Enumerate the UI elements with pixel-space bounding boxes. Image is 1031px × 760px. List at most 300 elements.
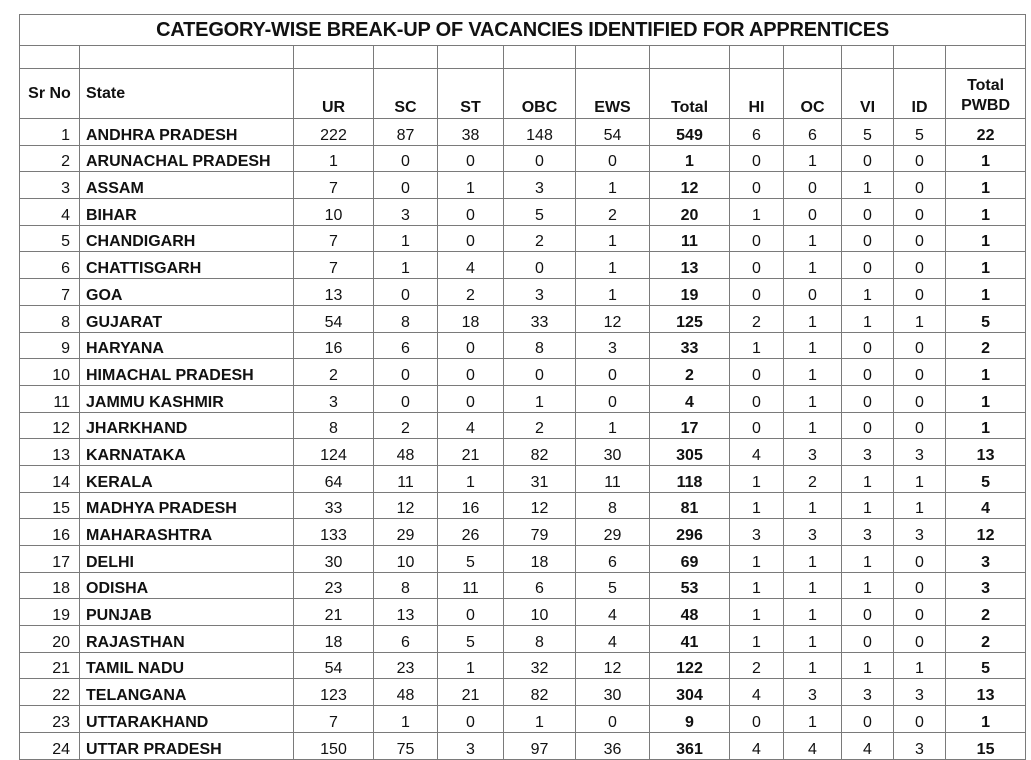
cell-sc: 8 xyxy=(374,572,438,599)
cell-ews: 1 xyxy=(576,172,650,199)
cell-st: 16 xyxy=(438,492,504,519)
cell-state: ANDHRA PRADESH xyxy=(80,119,294,146)
header-vi: VI xyxy=(842,69,894,119)
cell-st: 4 xyxy=(438,412,504,439)
header-total-pwbd-line1: Total xyxy=(967,77,1005,94)
cell-sc: 87 xyxy=(374,119,438,146)
cell-ur: 7 xyxy=(294,225,374,252)
cell-total: 305 xyxy=(650,439,730,466)
header-st: ST xyxy=(438,69,504,119)
cell-id: 0 xyxy=(894,225,946,252)
cell-st: 0 xyxy=(438,359,504,386)
cell-vi: 5 xyxy=(842,119,894,146)
cell-hi: 1 xyxy=(730,626,784,653)
cell-id: 1 xyxy=(894,305,946,332)
cell-sc: 48 xyxy=(374,679,438,706)
cell-obc: 97 xyxy=(504,732,576,759)
cell-vi: 1 xyxy=(842,465,894,492)
cell-sr-no: 23 xyxy=(20,706,80,733)
cell-st: 2 xyxy=(438,279,504,306)
cell-state: TAMIL NADU xyxy=(80,652,294,679)
cell-sc: 13 xyxy=(374,599,438,626)
cell-total-pwbd: 13 xyxy=(946,679,1026,706)
cell-hi: 4 xyxy=(730,732,784,759)
cell-ur: 64 xyxy=(294,465,374,492)
cell-vi: 0 xyxy=(842,706,894,733)
cell-total-pwbd: 2 xyxy=(946,599,1026,626)
cell-sr-no: 8 xyxy=(20,305,80,332)
header-total-pwbd-line2: PWBD xyxy=(961,97,1011,114)
cell-sr-no: 12 xyxy=(20,412,80,439)
cell-st: 0 xyxy=(438,706,504,733)
cell-ur: 7 xyxy=(294,706,374,733)
cell-vi: 0 xyxy=(842,145,894,172)
cell-ur: 7 xyxy=(294,172,374,199)
cell-id: 0 xyxy=(894,626,946,653)
cell-oc: 1 xyxy=(784,332,842,359)
cell-hi: 1 xyxy=(730,599,784,626)
cell-sr-no: 2 xyxy=(20,145,80,172)
cell-id: 0 xyxy=(894,385,946,412)
cell-total-pwbd: 1 xyxy=(946,199,1026,226)
cell-hi: 0 xyxy=(730,359,784,386)
cell-vi: 4 xyxy=(842,732,894,759)
cell-hi: 0 xyxy=(730,172,784,199)
cell-sc: 0 xyxy=(374,385,438,412)
cell-id: 0 xyxy=(894,145,946,172)
cell-total: 549 xyxy=(650,119,730,146)
cell-id: 0 xyxy=(894,706,946,733)
cell-id: 0 xyxy=(894,572,946,599)
cell-id: 1 xyxy=(894,465,946,492)
cell-total-pwbd: 5 xyxy=(946,465,1026,492)
table-row xyxy=(20,359,1026,386)
cell-id: 1 xyxy=(894,652,946,679)
cell-state: KARNATAKA xyxy=(80,439,294,466)
cell-sr-no: 21 xyxy=(20,652,80,679)
cell-ews: 1 xyxy=(576,225,650,252)
cell-id: 3 xyxy=(894,679,946,706)
cell-st: 0 xyxy=(438,385,504,412)
table-row xyxy=(20,412,1026,439)
cell-st: 1 xyxy=(438,172,504,199)
cell-obc: 0 xyxy=(504,359,576,386)
cell-ews: 4 xyxy=(576,599,650,626)
cell-oc: 0 xyxy=(784,279,842,306)
cell-obc: 18 xyxy=(504,546,576,573)
cell-st: 26 xyxy=(438,519,504,546)
cell-st: 0 xyxy=(438,599,504,626)
cell-ur: 150 xyxy=(294,732,374,759)
cell-total-pwbd: 1 xyxy=(946,225,1026,252)
cell-sc: 1 xyxy=(374,225,438,252)
cell-total: 17 xyxy=(650,412,730,439)
table-row xyxy=(20,119,1026,146)
cell-hi: 6 xyxy=(730,119,784,146)
cell-state: ODISHA xyxy=(80,572,294,599)
cell-sr-no: 1 xyxy=(20,119,80,146)
cell-ews: 8 xyxy=(576,492,650,519)
cell-hi: 2 xyxy=(730,652,784,679)
cell-ews: 6 xyxy=(576,546,650,573)
table-row xyxy=(20,572,1026,599)
cell-obc: 8 xyxy=(504,332,576,359)
cell-total: 81 xyxy=(650,492,730,519)
table-row xyxy=(20,706,1026,733)
cell-total-pwbd: 2 xyxy=(946,332,1026,359)
cell-sc: 0 xyxy=(374,359,438,386)
cell-sr-no: 20 xyxy=(20,626,80,653)
cell-oc: 1 xyxy=(784,252,842,279)
cell-obc: 5 xyxy=(504,199,576,226)
table-title: CATEGORY-WISE BREAK-UP OF VACANCIES IDENTIFIED FOR APPRENTICES xyxy=(20,15,1026,46)
cell-oc: 3 xyxy=(784,679,842,706)
cell-total-pwbd: 5 xyxy=(946,305,1026,332)
cell-sc: 10 xyxy=(374,546,438,573)
cell-ews: 11 xyxy=(576,465,650,492)
cell-vi: 0 xyxy=(842,385,894,412)
cell-total: 13 xyxy=(650,252,730,279)
cell-hi: 1 xyxy=(730,572,784,599)
cell-st: 0 xyxy=(438,199,504,226)
cell-ur: 33 xyxy=(294,492,374,519)
cell-ews: 2 xyxy=(576,199,650,226)
cell-total-pwbd: 1 xyxy=(946,706,1026,733)
cell-ews: 30 xyxy=(576,439,650,466)
cell-ur: 16 xyxy=(294,332,374,359)
header-ur: UR xyxy=(294,69,374,119)
cell-oc: 1 xyxy=(784,572,842,599)
cell-sc: 12 xyxy=(374,492,438,519)
cell-obc: 2 xyxy=(504,412,576,439)
cell-ews: 29 xyxy=(576,519,650,546)
cell-sc: 23 xyxy=(374,652,438,679)
cell-id: 3 xyxy=(894,732,946,759)
cell-total-pwbd: 2 xyxy=(946,626,1026,653)
cell-sr-no: 4 xyxy=(20,199,80,226)
cell-obc: 8 xyxy=(504,626,576,653)
cell-id: 0 xyxy=(894,359,946,386)
cell-state: UTTARAKHAND xyxy=(80,706,294,733)
cell-ews: 12 xyxy=(576,652,650,679)
header-total: Total xyxy=(650,69,730,119)
cell-ews: 1 xyxy=(576,252,650,279)
cell-hi: 1 xyxy=(730,332,784,359)
cell-vi: 3 xyxy=(842,519,894,546)
cell-ur: 124 xyxy=(294,439,374,466)
cell-vi: 3 xyxy=(842,679,894,706)
cell-sc: 0 xyxy=(374,279,438,306)
cell-total: 9 xyxy=(650,706,730,733)
cell-hi: 1 xyxy=(730,465,784,492)
cell-oc: 1 xyxy=(784,706,842,733)
cell-ews: 1 xyxy=(576,412,650,439)
cell-ews: 30 xyxy=(576,679,650,706)
cell-id: 0 xyxy=(894,279,946,306)
cell-st: 0 xyxy=(438,332,504,359)
cell-state: RAJASTHAN xyxy=(80,626,294,653)
cell-vi: 0 xyxy=(842,199,894,226)
cell-ews: 0 xyxy=(576,145,650,172)
cell-total: 1 xyxy=(650,145,730,172)
cell-sc: 2 xyxy=(374,412,438,439)
cell-total: 48 xyxy=(650,599,730,626)
cell-obc: 32 xyxy=(504,652,576,679)
cell-hi: 4 xyxy=(730,679,784,706)
cell-ur: 133 xyxy=(294,519,374,546)
cell-hi: 3 xyxy=(730,519,784,546)
cell-ews: 12 xyxy=(576,305,650,332)
header-row xyxy=(20,69,1026,119)
cell-vi: 1 xyxy=(842,305,894,332)
cell-id: 3 xyxy=(894,439,946,466)
cell-total: 19 xyxy=(650,279,730,306)
cell-total: 69 xyxy=(650,546,730,573)
cell-state: HIMACHAL PRADESH xyxy=(80,359,294,386)
cell-vi: 0 xyxy=(842,252,894,279)
table-row xyxy=(20,305,1026,332)
vacancy-table xyxy=(19,14,1026,760)
cell-total-pwbd: 1 xyxy=(946,172,1026,199)
cell-total: 118 xyxy=(650,465,730,492)
cell-hi: 1 xyxy=(730,546,784,573)
cell-obc: 3 xyxy=(504,279,576,306)
cell-sc: 3 xyxy=(374,199,438,226)
cell-sc: 6 xyxy=(374,626,438,653)
cell-ews: 0 xyxy=(576,706,650,733)
cell-ur: 10 xyxy=(294,199,374,226)
cell-obc: 1 xyxy=(504,385,576,412)
cell-sr-no: 17 xyxy=(20,546,80,573)
cell-ur: 54 xyxy=(294,305,374,332)
cell-total-pwbd: 13 xyxy=(946,439,1026,466)
cell-total-pwbd: 1 xyxy=(946,412,1026,439)
cell-st: 1 xyxy=(438,652,504,679)
cell-oc: 2 xyxy=(784,465,842,492)
table-row xyxy=(20,332,1026,359)
cell-oc: 4 xyxy=(784,732,842,759)
header-total-pwbd xyxy=(946,69,1026,119)
cell-obc: 33 xyxy=(504,305,576,332)
cell-sr-no: 15 xyxy=(20,492,80,519)
cell-ur: 2 xyxy=(294,359,374,386)
cell-state: HARYANA xyxy=(80,332,294,359)
cell-hi: 0 xyxy=(730,145,784,172)
cell-obc: 10 xyxy=(504,599,576,626)
cell-total-pwbd: 1 xyxy=(946,359,1026,386)
cell-oc: 1 xyxy=(784,305,842,332)
cell-st: 38 xyxy=(438,119,504,146)
cell-state: CHATTISGARH xyxy=(80,252,294,279)
cell-hi: 2 xyxy=(730,305,784,332)
cell-oc: 1 xyxy=(784,145,842,172)
cell-st: 4 xyxy=(438,252,504,279)
table-row xyxy=(20,599,1026,626)
cell-oc: 1 xyxy=(784,225,842,252)
table-row xyxy=(20,172,1026,199)
cell-ews: 0 xyxy=(576,359,650,386)
cell-total: 41 xyxy=(650,626,730,653)
cell-st: 1 xyxy=(438,465,504,492)
cell-oc: 1 xyxy=(784,652,842,679)
table-row xyxy=(20,679,1026,706)
table-row xyxy=(20,626,1026,653)
cell-sr-no: 14 xyxy=(20,465,80,492)
cell-obc: 79 xyxy=(504,519,576,546)
cell-ur: 3 xyxy=(294,385,374,412)
cell-sr-no: 18 xyxy=(20,572,80,599)
cell-id: 0 xyxy=(894,199,946,226)
cell-sc: 11 xyxy=(374,465,438,492)
cell-obc: 1 xyxy=(504,706,576,733)
cell-ur: 1 xyxy=(294,145,374,172)
cell-state: GUJARAT xyxy=(80,305,294,332)
cell-ews: 3 xyxy=(576,332,650,359)
cell-sr-no: 9 xyxy=(20,332,80,359)
cell-id: 1 xyxy=(894,492,946,519)
cell-total: 304 xyxy=(650,679,730,706)
cell-oc: 0 xyxy=(784,199,842,226)
cell-hi: 0 xyxy=(730,279,784,306)
cell-state: DELHI xyxy=(80,546,294,573)
cell-obc: 2 xyxy=(504,225,576,252)
cell-vi: 3 xyxy=(842,439,894,466)
cell-hi: 0 xyxy=(730,706,784,733)
cell-id: 0 xyxy=(894,172,946,199)
cell-vi: 0 xyxy=(842,359,894,386)
blank-row xyxy=(20,46,1026,69)
cell-hi: 0 xyxy=(730,252,784,279)
cell-total-pwbd: 1 xyxy=(946,145,1026,172)
cell-vi: 1 xyxy=(842,172,894,199)
cell-st: 0 xyxy=(438,225,504,252)
cell-sc: 1 xyxy=(374,252,438,279)
cell-total-pwbd: 3 xyxy=(946,572,1026,599)
cell-state: ASSAM xyxy=(80,172,294,199)
header-sc: SC xyxy=(374,69,438,119)
cell-sr-no: 24 xyxy=(20,732,80,759)
cell-total: 20 xyxy=(650,199,730,226)
table-row xyxy=(20,225,1026,252)
cell-oc: 1 xyxy=(784,626,842,653)
header-state: State xyxy=(80,69,294,119)
cell-sr-no: 7 xyxy=(20,279,80,306)
table-row xyxy=(20,199,1026,226)
table-row xyxy=(20,652,1026,679)
header-ews: EWS xyxy=(576,69,650,119)
cell-st: 5 xyxy=(438,546,504,573)
cell-ur: 13 xyxy=(294,279,374,306)
cell-vi: 1 xyxy=(842,492,894,519)
table-row xyxy=(20,439,1026,466)
cell-oc: 1 xyxy=(784,492,842,519)
cell-obc: 0 xyxy=(504,145,576,172)
table-row xyxy=(20,519,1026,546)
header-obc: OBC xyxy=(504,69,576,119)
cell-sc: 0 xyxy=(374,145,438,172)
cell-total-pwbd: 5 xyxy=(946,652,1026,679)
cell-total: 125 xyxy=(650,305,730,332)
cell-vi: 1 xyxy=(842,546,894,573)
cell-vi: 1 xyxy=(842,652,894,679)
cell-oc: 1 xyxy=(784,412,842,439)
cell-sc: 6 xyxy=(374,332,438,359)
cell-vi: 0 xyxy=(842,626,894,653)
cell-obc: 3 xyxy=(504,172,576,199)
cell-state: KERALA xyxy=(80,465,294,492)
vacancy-sheet xyxy=(19,14,1025,760)
cell-state: GOA xyxy=(80,279,294,306)
cell-ur: 21 xyxy=(294,599,374,626)
cell-ur: 222 xyxy=(294,119,374,146)
cell-ews: 54 xyxy=(576,119,650,146)
cell-sr-no: 5 xyxy=(20,225,80,252)
cell-total-pwbd: 22 xyxy=(946,119,1026,146)
cell-sr-no: 6 xyxy=(20,252,80,279)
cell-obc: 12 xyxy=(504,492,576,519)
cell-vi: 0 xyxy=(842,332,894,359)
cell-st: 5 xyxy=(438,626,504,653)
cell-ews: 5 xyxy=(576,572,650,599)
cell-st: 21 xyxy=(438,439,504,466)
cell-total-pwbd: 15 xyxy=(946,732,1026,759)
cell-total-pwbd: 1 xyxy=(946,252,1026,279)
cell-total-pwbd: 4 xyxy=(946,492,1026,519)
cell-ews: 0 xyxy=(576,385,650,412)
cell-sc: 29 xyxy=(374,519,438,546)
cell-oc: 3 xyxy=(784,439,842,466)
cell-oc: 1 xyxy=(784,385,842,412)
cell-ur: 123 xyxy=(294,679,374,706)
cell-sc: 75 xyxy=(374,732,438,759)
cell-vi: 1 xyxy=(842,279,894,306)
table-row xyxy=(20,385,1026,412)
cell-sr-no: 11 xyxy=(20,385,80,412)
cell-st: 3 xyxy=(438,732,504,759)
cell-id: 0 xyxy=(894,599,946,626)
cell-total: 53 xyxy=(650,572,730,599)
cell-hi: 0 xyxy=(730,385,784,412)
cell-ur: 23 xyxy=(294,572,374,599)
header-hi: HI xyxy=(730,69,784,119)
cell-ews: 1 xyxy=(576,279,650,306)
cell-hi: 4 xyxy=(730,439,784,466)
cell-id: 0 xyxy=(894,412,946,439)
cell-total: 122 xyxy=(650,652,730,679)
cell-sr-no: 16 xyxy=(20,519,80,546)
cell-sc: 1 xyxy=(374,706,438,733)
cell-total: 296 xyxy=(650,519,730,546)
cell-ur: 54 xyxy=(294,652,374,679)
cell-total: 4 xyxy=(650,385,730,412)
cell-state: BIHAR xyxy=(80,199,294,226)
cell-oc: 1 xyxy=(784,546,842,573)
cell-sr-no: 19 xyxy=(20,599,80,626)
cell-obc: 6 xyxy=(504,572,576,599)
cell-obc: 31 xyxy=(504,465,576,492)
header-oc: OC xyxy=(784,69,842,119)
cell-total: 361 xyxy=(650,732,730,759)
cell-oc: 0 xyxy=(784,172,842,199)
cell-st: 18 xyxy=(438,305,504,332)
cell-st: 21 xyxy=(438,679,504,706)
cell-hi: 0 xyxy=(730,412,784,439)
cell-id: 0 xyxy=(894,546,946,573)
table-row xyxy=(20,492,1026,519)
table-row xyxy=(20,546,1026,573)
cell-sc: 0 xyxy=(374,172,438,199)
cell-vi: 0 xyxy=(842,412,894,439)
